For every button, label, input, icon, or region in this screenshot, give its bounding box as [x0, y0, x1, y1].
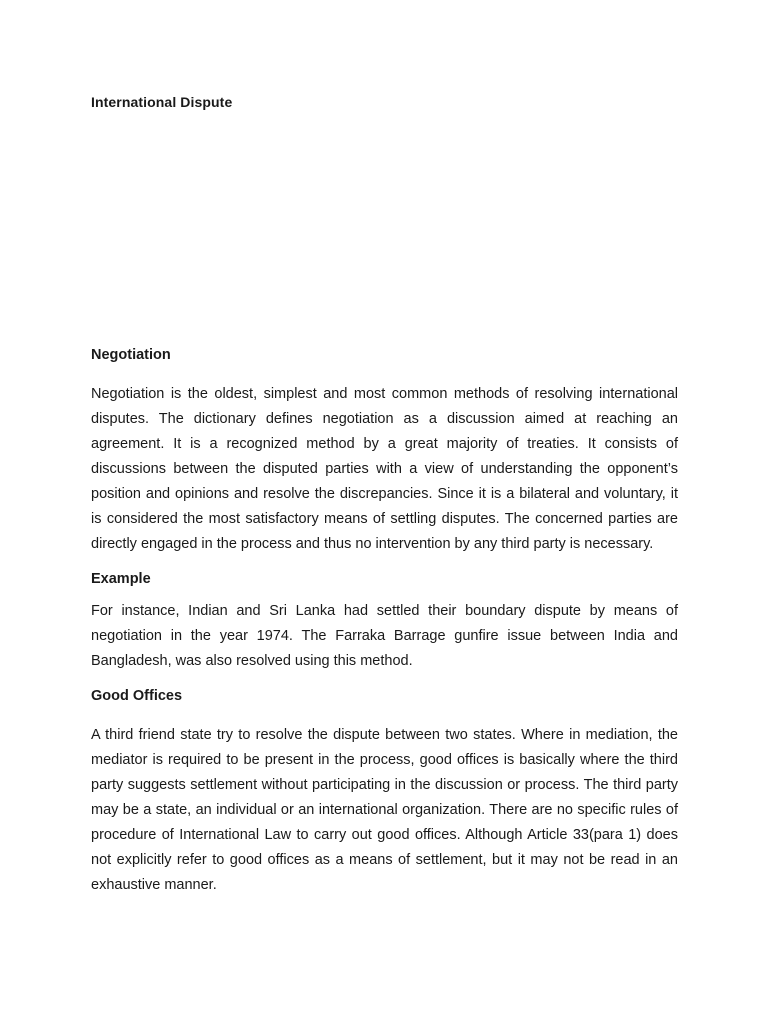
section-example: [91, 569, 678, 674]
document-title: International Dispute: [91, 94, 233, 110]
section-paragraph: A third friend state try to resolve the dispute between two states. Where in mediation, the mediator is required to be present in the process, good offices is basically where the third party suggests settlement without participating in the discussion or process. The third party may be a state, an individual or an international organization. There are no specific rules of procedure of International Law to carry out good offices. Although Article 33(para 1) does not explicitly refer to good offices as a means of settlement, but it may not be read in an exhaustive manner.: [91, 727, 678, 893]
document-body: [91, 345, 678, 898]
section-heading: Good Offices: [91, 688, 183, 704]
section-negotiation: [91, 345, 678, 557]
section-heading: Negotiation: [91, 347, 171, 363]
section-good-offices: [91, 686, 678, 898]
section-paragraph: For instance, Indian and Sri Lanka had settled their boundary dispute by means of negotiation in the year 1974. The Farraka Barrage gunfire issue between India and Bangladesh, was also resolved using this method.: [91, 603, 678, 669]
section-paragraph: Negotiation is the oldest, simplest and most common methods of resolving international disputes. The dictionary defines negotiation as a discussion aimed at reaching an agreement. It is a recognized method by a great majority of treaties. It consists of discussions between the disputed parties with a view of understanding the opponent’s position and opinions and resolve the discrepancies. Since it is a bilateral and voluntary, it is considered the most satisfactory means of settling disputes. The concerned parties are directly engaged in the process and thus no intervention by any third party is necessary.: [91, 386, 678, 552]
section-heading: Example: [91, 571, 151, 587]
